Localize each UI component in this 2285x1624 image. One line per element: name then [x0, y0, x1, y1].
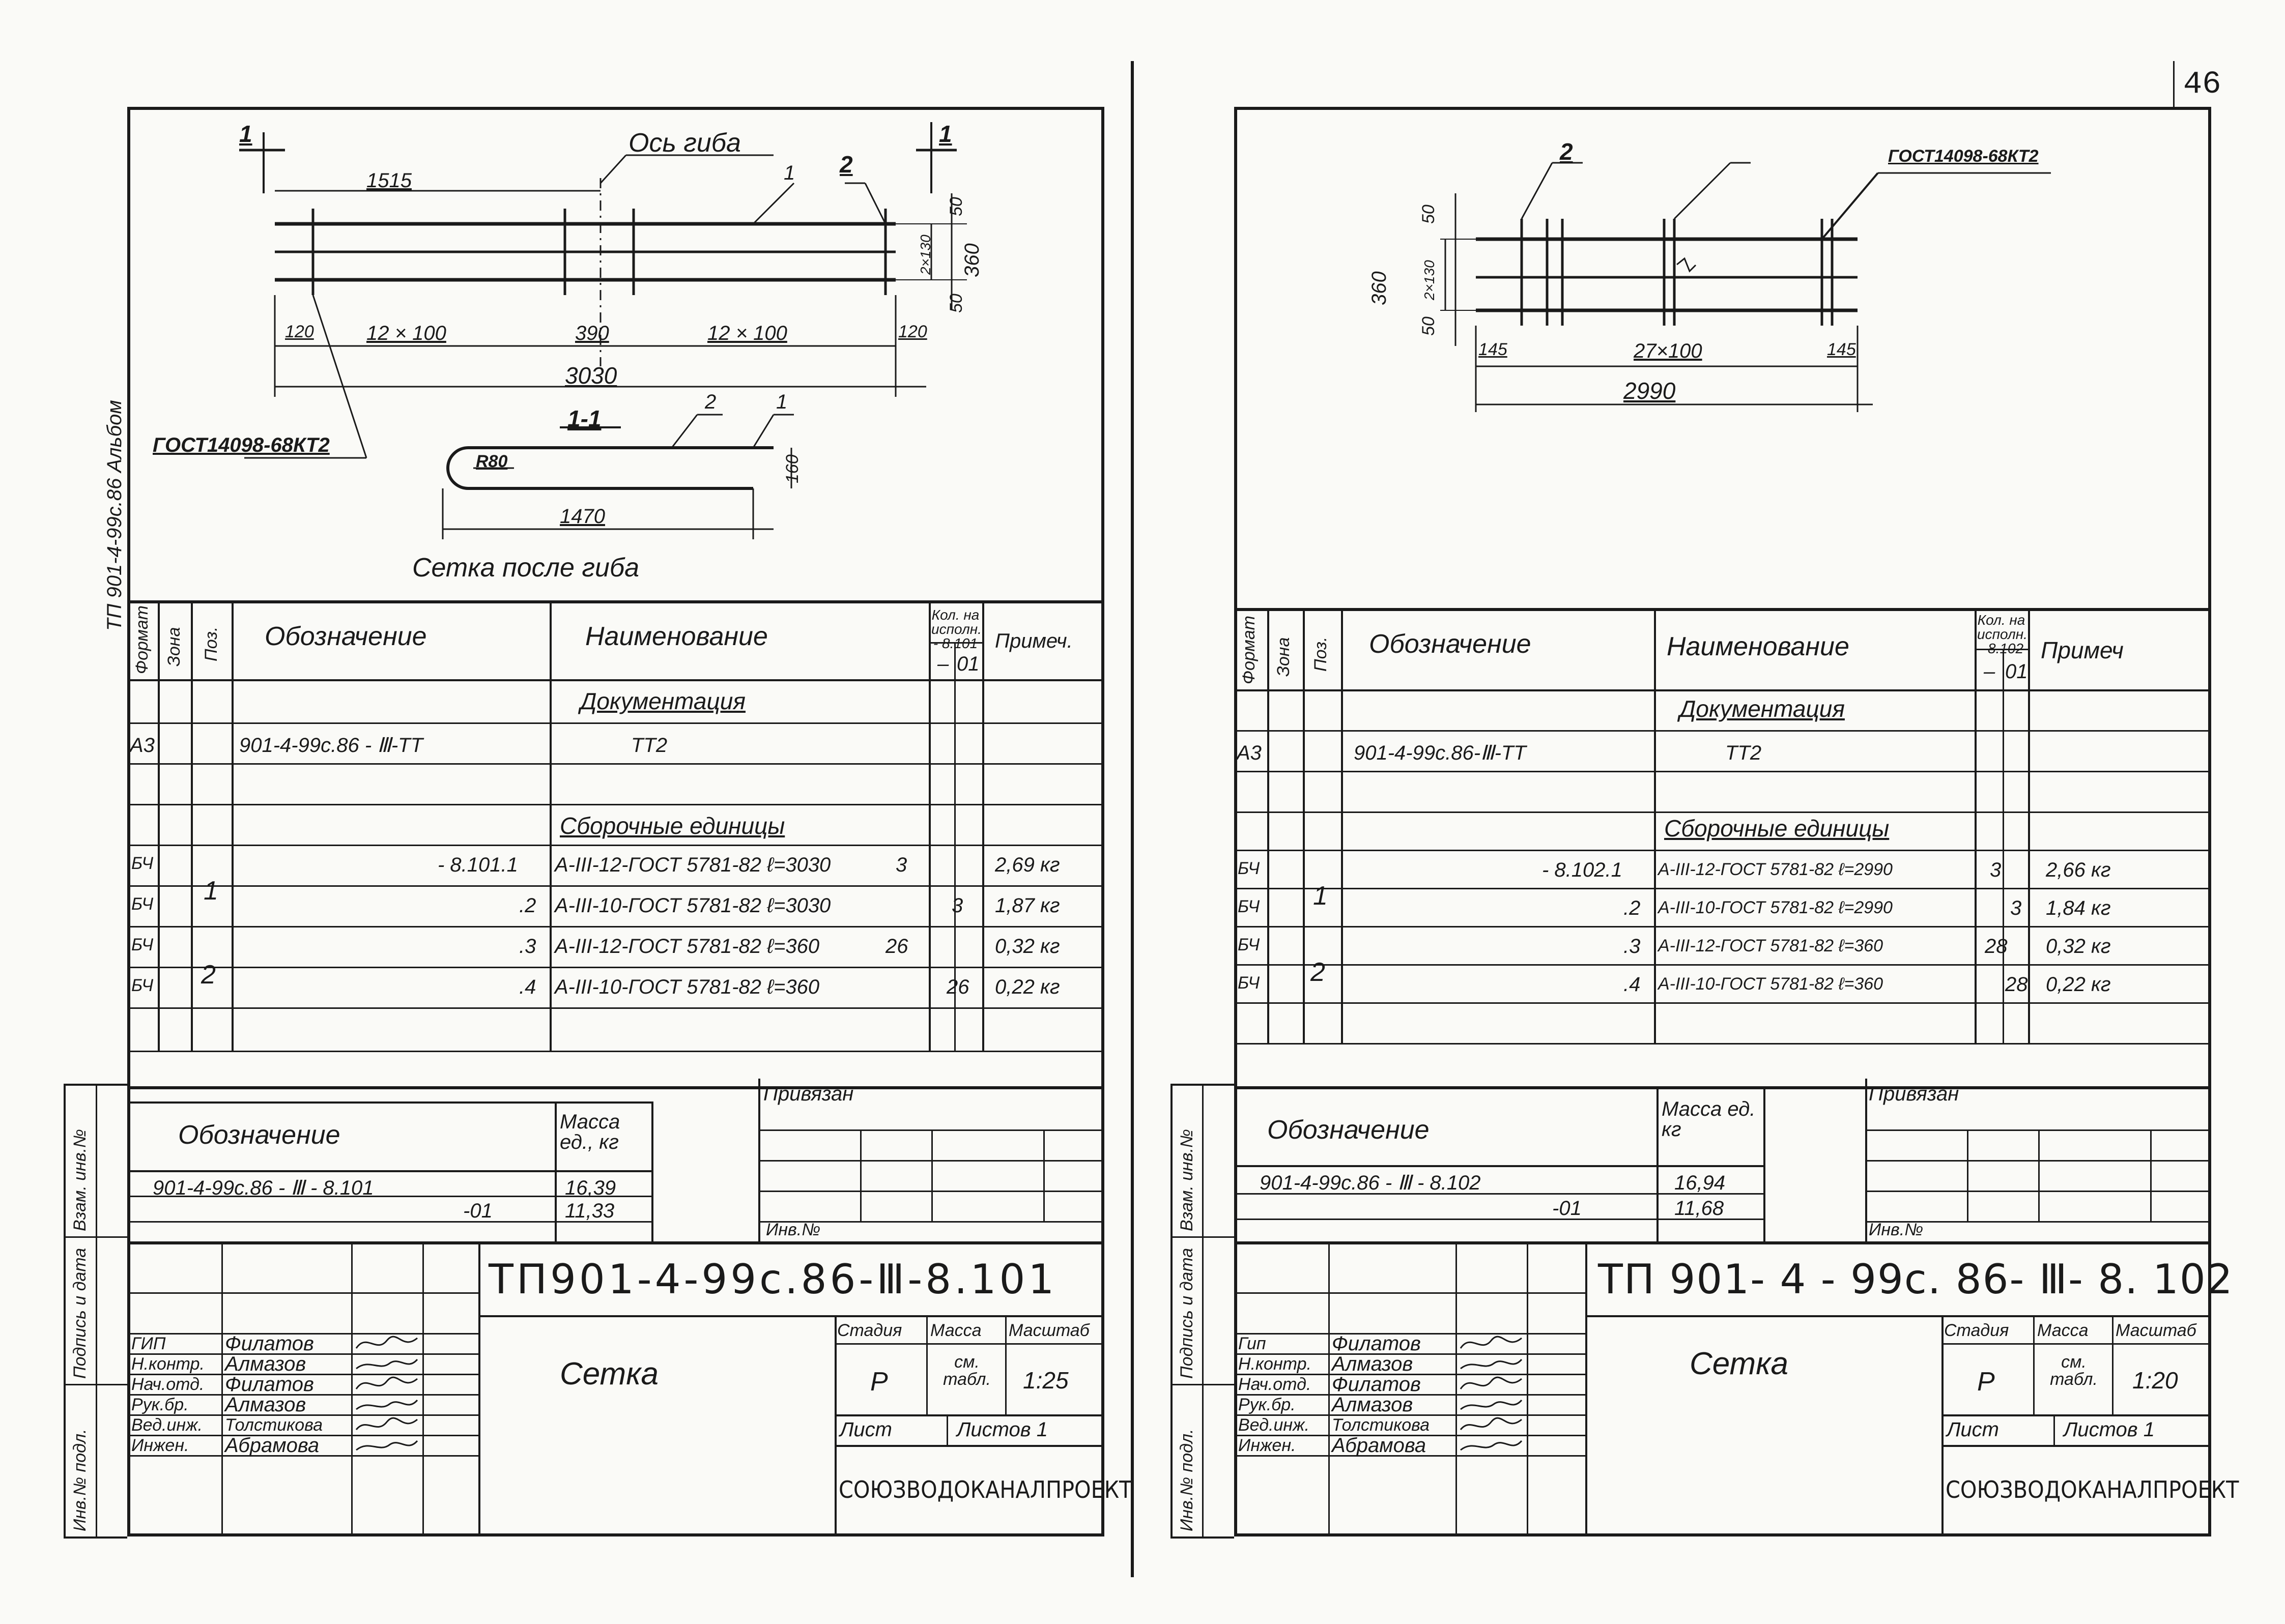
right-person-6: Абрамова [1332, 1434, 1426, 1457]
left-row3-format: БЧ [131, 935, 154, 954]
left-role-5: Вед.инж. [131, 1415, 203, 1435]
right-mass-v: см. табл. [2050, 1352, 2098, 1389]
left-row2-qb: 3 [952, 894, 963, 917]
left-row4-designation: .4 [519, 976, 536, 998]
right-hdr-designation: Обозначение [1369, 629, 1531, 659]
right-dim-27x100: 27×100 [1634, 340, 1702, 362]
right-role-6: Инжен. [1238, 1436, 1296, 1455]
left-dim-50a: 50 [947, 197, 966, 216]
right-row3-name: А-III-12-ГОСТ 5781-82 ℓ=360 [1658, 936, 1883, 955]
left-hdr-zone: Зона [164, 627, 184, 666]
left-dim-160: 160 [783, 454, 802, 483]
left-row4-qb: 26 [947, 976, 969, 998]
right-mass-row1-desig: 901-4-99с.86 - Ⅲ - 8.102 [1260, 1172, 1481, 1194]
right-mass-hdr-desig: Обозначение [1267, 1115, 1430, 1145]
right-row3-designation: .3 [1623, 935, 1641, 958]
left-stage-h: Стадия [837, 1321, 902, 1340]
left-dim-12x100a: 12 × 100 [366, 322, 446, 344]
left-row2-designation: .2 [519, 894, 536, 917]
left-row1-designation: - 8.101.1 [438, 854, 518, 876]
left-row1-qa: 3 [896, 854, 907, 876]
right-row1-qa: 3 [1990, 859, 2002, 881]
left-person-2: Алмазов [225, 1353, 306, 1375]
right-row3-note: 0,32 кг [2046, 935, 2111, 958]
left-row2-note: 1,87 кг [995, 894, 1060, 917]
right-row1-name: А-III-12-ГОСТ 5781-82 ℓ=2990 [1658, 860, 1893, 879]
left-hdr-qty-b: 01 [957, 653, 980, 675]
right-weld-note: ГОСТ14098-68КТ2 [1888, 147, 2039, 166]
left-side-label-2: Подпись и дата [70, 1248, 90, 1379]
left-album-note: ТП 901-4-99с.86 Альбом [103, 400, 126, 631]
left-mass-h: Масса [930, 1321, 982, 1340]
right-row2-format: БЧ [1238, 897, 1260, 916]
left-hdr-format: Формат [132, 605, 152, 674]
right-doc-designation: 901-4-99с.86-Ⅲ-ТТ [1354, 742, 1526, 764]
right-privyazan: Привязан [1869, 1083, 1959, 1105]
right-scale: 1:20 [2132, 1367, 2178, 1394]
left-role-3: Нач.отд. [131, 1375, 205, 1394]
right-row1-designation: - 8.102.1 [1542, 859, 1622, 881]
right-mass-row2-mass: 11,68 [1674, 1197, 1724, 1220]
left-person-6: Абрамова [225, 1434, 320, 1457]
left-mass-v: см. табл. [943, 1352, 991, 1389]
right-mass-h: Масса [2037, 1321, 2089, 1340]
left-row1-note: 2,69 кг [995, 854, 1060, 876]
right-row2-qb: 3 [2010, 897, 2022, 919]
page-number: 46 [2183, 66, 2221, 102]
right-hdr-name: Наименование [1667, 632, 1849, 661]
left-row3-qa: 26 [886, 935, 908, 958]
left-section-docs: Документация [580, 688, 746, 714]
left-stage: Р [870, 1367, 888, 1397]
left-dim-3030: 3030 [565, 362, 617, 389]
right-inv-no: Инв.№ [1869, 1220, 1924, 1239]
left-mass-row1-desig: 901-4-99с.86 - Ⅲ - 8.101 [153, 1177, 374, 1199]
right-row2-name: А-III-10-ГОСТ 5781-82 ℓ=2990 [1658, 898, 1893, 917]
left-scale-h: Масштаб [1009, 1321, 1090, 1340]
left-person-5: Толстикова [225, 1415, 323, 1435]
left-side-label-1: Инв.№ подл. [70, 1429, 90, 1531]
right-person-3: Филатов [1332, 1373, 1421, 1396]
right-doc-name: ТТ2 [1725, 742, 1762, 764]
right-org: СОЮЗВОДОКАНАЛПРОЕКТ [1946, 1476, 2239, 1503]
right-row1-note: 2,66 кг [2046, 859, 2111, 881]
left-mass-hdr-mass: Масса ед., кг [560, 1111, 620, 1153]
left-section-units: Сборочные единицы [560, 813, 785, 839]
left-role-1: ГИП [131, 1334, 166, 1353]
right-row4-qb: 28 [2005, 973, 2028, 996]
right-sheets: Листов 1 [2064, 1418, 2155, 1441]
left-section-label-left: 1 [239, 121, 252, 147]
right-dim-145b: 145 [1827, 340, 1856, 359]
left-person-4: Алмазов [225, 1394, 306, 1416]
left-dim-50b: 50 [947, 294, 966, 313]
left-row1-name: А-III-12-ГОСТ 5781-82 ℓ=3030 [555, 854, 831, 876]
left-pos-label-2: 2 [201, 960, 216, 990]
right-row1-format: БЧ [1238, 859, 1260, 878]
left-pos1-label: 1 [784, 162, 795, 184]
right-hdr-note: Примеч [2041, 637, 2124, 663]
left-person-1: Филатов [225, 1332, 314, 1355]
right-side-label-3: Взам. инв.№ [1177, 1129, 1196, 1231]
right-row4-designation: .4 [1623, 973, 1641, 996]
left-dim-360: 360 [961, 243, 983, 277]
left-weld-note: ГОСТ14098-68КТ2 [153, 434, 330, 456]
left-dim-12x100b: 12 × 100 [707, 322, 787, 344]
right-hdr-qty: Кол. на исполн. - 8.102 [1977, 612, 2027, 656]
left-person-3: Филатов [225, 1373, 314, 1396]
left-section-label-right: 1 [939, 121, 952, 147]
right-doc-code: ТП 901- 4 - 99с. 86- Ⅲ- 8. 102 [1598, 1256, 2234, 1303]
right-dim-50b: 50 [1419, 316, 1438, 336]
left-sec-pos1: 1 [776, 391, 788, 413]
left-mass-row1-mass: 16,39 [565, 1177, 616, 1199]
page-divider [1131, 61, 1134, 1577]
left-doc-designation: 901-4-99с.86 - Ⅲ-ТТ [239, 734, 423, 757]
right-row3-format: БЧ [1238, 935, 1260, 954]
left-row2-name: А-III-10-ГОСТ 5781-82 ℓ=3030 [555, 894, 831, 917]
left-row3-name: А-III-12-ГОСТ 5781-82 ℓ=360 [555, 935, 820, 958]
left-hdr-qty-a: – [937, 653, 949, 675]
left-doc-format: А3 [130, 734, 155, 757]
left-row4-format: БЧ [131, 976, 154, 995]
right-pos2-label: 2 [1560, 138, 1573, 165]
left-row4-name: А-III-10-ГОСТ 5781-82 ℓ=360 [555, 976, 820, 998]
left-pos-label-1: 1 [204, 876, 218, 906]
right-sheet: Лист [1947, 1418, 1999, 1441]
right-pos-label-1: 1 [1313, 881, 1328, 911]
page-number-rule [2173, 61, 2175, 107]
right-person-4: Алмазов [1332, 1394, 1413, 1416]
left-row4-note: 0,22 кг [995, 976, 1060, 998]
left-mass-hdr-desig: Обозначение [178, 1120, 340, 1150]
left-sheets: Листов 1 [957, 1418, 1048, 1441]
right-dim-145a: 145 [1478, 340, 1507, 359]
right-mass-hdr-mass: Масса ед. кг [1662, 1098, 1756, 1141]
right-dim-2990: 2990 [1623, 378, 1676, 404]
left-privyazan: Привязан [763, 1083, 854, 1105]
left-dim-1470: 1470 [560, 505, 605, 528]
left-dim-390: 390 [575, 322, 609, 344]
right-dim-2x130: 2×130 [1421, 260, 1437, 300]
left-dim-1515: 1515 [366, 169, 412, 192]
right-hdr-format: Формат [1239, 615, 1259, 684]
left-org: СОЮЗВОДОКАНАЛПРОЕКТ [839, 1476, 1132, 1503]
right-row3-qa: 28 [1985, 935, 2008, 958]
right-stage: Р [1977, 1367, 1995, 1397]
right-row2-designation: .2 [1623, 897, 1641, 919]
right-row4-format: БЧ [1238, 973, 1260, 993]
right-role-1: Гип [1238, 1334, 1266, 1353]
left-sheet: Лист [840, 1418, 892, 1441]
right-side-label-2: Подпись и дата [1177, 1248, 1196, 1379]
right-stage-h: Стадия [1944, 1321, 2009, 1340]
right-hdr-qty-a: – [1984, 660, 1995, 683]
right-scale-h: Масштаб [2116, 1321, 2196, 1340]
left-pos2-label: 2 [840, 151, 853, 178]
left-hdr-designation: Обозначение [265, 622, 427, 651]
right-hdr-qty-b: 01 [2005, 660, 2028, 683]
right-role-4: Рук.бр. [1238, 1395, 1296, 1414]
right-person-1: Филатов [1332, 1332, 1421, 1355]
right-person-5: Толстикова [1332, 1415, 1430, 1435]
right-hdr-pos: Поз. [1311, 636, 1330, 672]
right-mass-row1-mass: 16,94 [1674, 1172, 1726, 1194]
left-doc-name: ТТ2 [631, 734, 668, 757]
left-side-label-3: Взам. инв.№ [70, 1129, 90, 1231]
left-row2-format: БЧ [131, 894, 154, 914]
left-spec-header-bottom [127, 679, 1104, 681]
left-role-6: Инжен. [131, 1436, 189, 1455]
right-row4-note: 0,22 кг [2046, 973, 2111, 996]
right-hdr-zone: Зона [1274, 637, 1293, 677]
right-section-docs: Документация [1679, 695, 1845, 722]
left-dim-120a: 120 [285, 322, 314, 341]
right-role-2: Н.контр. [1238, 1354, 1311, 1374]
right-side-label-1: Инв.№ подл. [1177, 1429, 1196, 1531]
left-mass-row2-desig: -01 [463, 1200, 493, 1222]
left-caption: Сетка после гиба [412, 553, 640, 583]
left-hdr-name: Наименование [585, 622, 768, 651]
left-radius: R80 [476, 452, 508, 471]
left-mass-row2-mass: 11,33 [565, 1200, 615, 1222]
right-row4-name: А-III-10-ГОСТ 5781-82 ℓ=360 [1658, 974, 1883, 994]
left-role-2: Н.контр. [131, 1354, 205, 1374]
left-axis-label: Ось гиба [629, 128, 741, 158]
right-doc-format: А3 [1237, 742, 1262, 764]
left-doc-code: ТП901-4-99с.86-Ⅲ-8.101 [489, 1256, 1058, 1303]
left-scale: 1:25 [1023, 1367, 1069, 1394]
right-section-units: Сборочные единицы [1664, 815, 1890, 842]
right-role-3: Нач.отд. [1238, 1375, 1311, 1394]
left-row1-format: БЧ [131, 854, 154, 873]
left-row3-note: 0,32 кг [995, 935, 1060, 958]
right-mass-row2-desig: -01 [1552, 1197, 1582, 1220]
right-stamp-title: Сетка [1690, 1346, 1788, 1381]
left-hdr-note: Примеч. [995, 630, 1073, 652]
left-dim-120b: 120 [898, 322, 927, 341]
left-dim-2x130: 2×130 [918, 235, 933, 275]
left-role-4: Рук.бр. [131, 1395, 189, 1414]
left-hdr-pos: Поз. [202, 626, 221, 661]
left-sec-pos2: 2 [705, 391, 717, 413]
right-pos-label-2: 2 [1310, 958, 1325, 987]
left-spec-top [127, 600, 1104, 603]
right-role-5: Вед.инж. [1238, 1415, 1309, 1435]
left-section-title: 1-1 [567, 405, 602, 432]
left-hdr-qty: Кол. на исполн. - 8.101 [931, 607, 982, 651]
left-stamp-title: Сетка [560, 1356, 659, 1391]
left-inv-no: Инв.№ [766, 1220, 821, 1239]
right-dim-50a: 50 [1419, 205, 1438, 224]
right-person-2: Алмазов [1332, 1353, 1413, 1375]
right-dim-360: 360 [1368, 271, 1390, 305]
left-row3-designation: .3 [519, 935, 536, 958]
right-row2-note: 1,84 кг [2046, 897, 2111, 919]
